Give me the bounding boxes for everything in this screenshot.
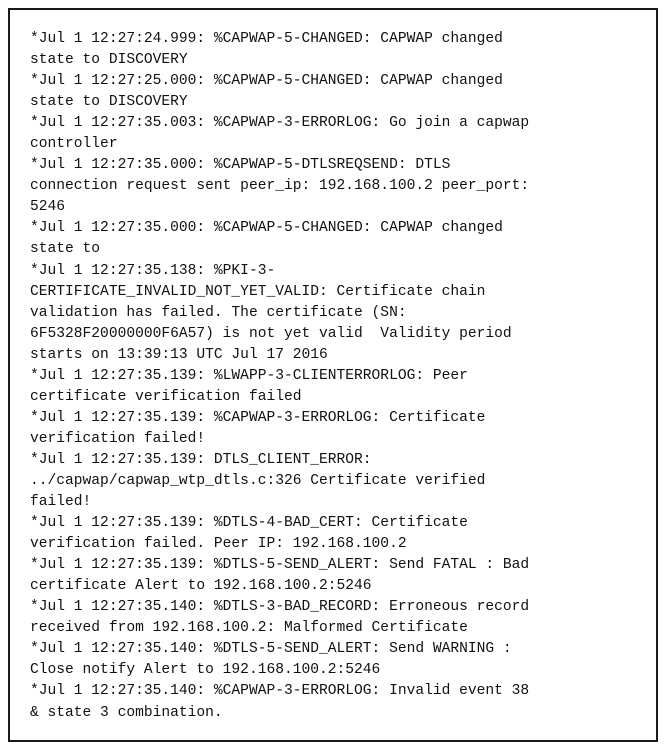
log-line: *Jul 1 12:27:35.140: %DTLS-5-SEND_ALERT: Send WARNING : [30,641,512,658]
log-line: certificate Alert to 192.168.100.2:5246 [30,578,372,595]
log-line: 6F5328F20000000F6A57) is not yet valid Validity period [30,325,512,342]
log-line: 5246 [30,199,66,216]
log-line: *Jul 1 12:27:35.000: %CAPWAP-5-CHANGED: CAPWAP changed [30,220,503,237]
log-line: state to DISCOVERY [30,52,188,69]
log-line: *Jul 1 12:27:35.003: %CAPWAP-3-ERRORLOG: Go join a capwap [30,115,530,132]
log-line: *Jul 1 12:27:35.139: %CAPWAP-3-ERRORLOG: Certificate [30,409,486,426]
log-panel [8,8,658,742]
log-line: state to DISCOVERY [30,94,188,111]
log-line: Close notify Alert to 192.168.100.2:5246 [30,662,381,679]
log-line: *Jul 1 12:27:35.140: %DTLS-3-BAD_RECORD: Erroneous record [30,599,530,616]
log-line: controller [30,136,118,153]
log-output [10,10,656,724]
log-line: certificate verification failed [30,388,302,405]
log-line: received from 192.168.100.2: Malformed Certificate [30,620,468,637]
log-line: failed! [30,494,92,511]
log-line: *Jul 1 12:27:35.140: %CAPWAP-3-ERRORLOG: Invalid event 38 [30,683,530,700]
log-line: starts on 13:39:13 UTC Jul 17 2016 [30,346,328,363]
log-line: *Jul 1 12:27:24.999: %CAPWAP-5-CHANGED: CAPWAP changed [30,31,503,47]
log-line: *Jul 1 12:27:35.000: %CAPWAP-5-DTLSREQSEND: DTLS [30,157,451,174]
log-line: connection request sent peer_ip: 192.168.100.2 peer_port: [30,178,530,195]
log-line: *Jul 1 12:27:35.139: %DTLS-5-SEND_ALERT: Send FATAL : Bad [30,557,530,574]
log-line: CERTIFICATE_INVALID_NOT_YET_VALID: Certificate chain [30,283,486,300]
log-line: *Jul 1 12:27:35.139: DTLS_CLIENT_ERROR: [30,451,372,468]
log-line: *Jul 1 12:27:25.000: %CAPWAP-5-CHANGED: CAPWAP changed [30,73,503,90]
log-line: state to [30,241,101,258]
log-line: ../capwap/capwap_wtp_dtls.c:326 Certificate verified [30,472,486,489]
log-line: *Jul 1 12:27:35.138: %PKI-3- [30,262,276,279]
log-line: validation has failed. The certificate (SN: [30,304,407,321]
log-line: verification failed! [30,430,206,447]
log-line: *Jul 1 12:27:35.139: %LWAPP-3-CLIENTERRORLOG: Peer [30,367,468,384]
log-line: verification failed. Peer IP: 192.168.100.2 [30,536,407,553]
log-line: *Jul 1 12:27:35.139: %DTLS-4-BAD_CERT: Certificate [30,515,468,532]
log-line: & state 3 combination. [30,704,223,721]
